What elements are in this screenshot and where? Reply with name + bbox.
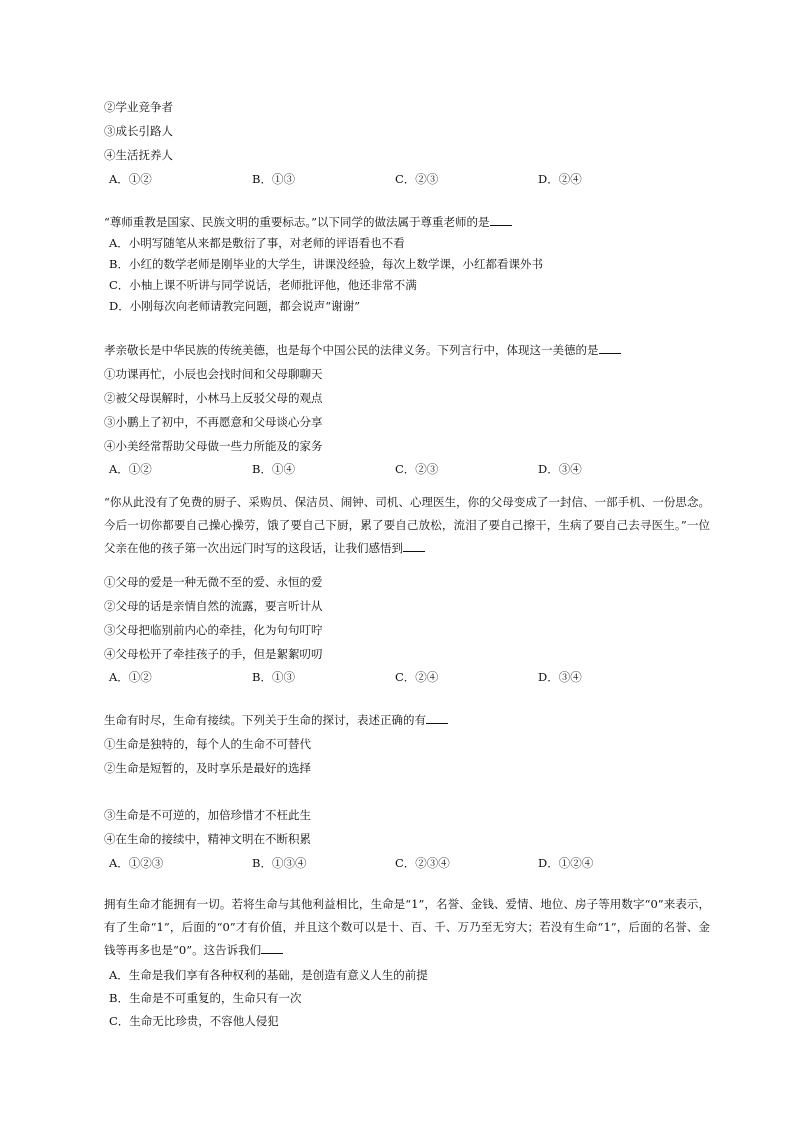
statement-item: ③生命是不可逆的，加倍珍惜才不枉此生	[104, 808, 311, 822]
answer-option-c[interactable]: C．②④	[395, 670, 439, 684]
question-stem: “尊师重教是国家、民族文明的重要标志。”以下同学的做法属于尊重老师的是	[104, 213, 512, 231]
answer-option-d[interactable]: D．小刚每次向老师请教完问题，都会说声“谢谢”	[109, 299, 360, 313]
answer-option-a[interactable]: A．①②	[109, 670, 152, 684]
answer-option-d[interactable]: D．②④	[538, 172, 582, 186]
statement-item: ②父母的话是亲情自然的流露，要言听计从	[104, 599, 323, 613]
answer-option-b[interactable]: B．①③④	[252, 856, 307, 870]
statement-item: ③成长引路人	[104, 124, 173, 138]
answer-option-d[interactable]: D．①②④	[538, 856, 594, 870]
question-stem: “你从此没有了免费的厨子、采购员、保洁员、闹钟、司机、心理医生，你的父母变成了一封信、一部手机、一份思念。今后一切你都要自己操心操劳，饿了要自己下厨，累了要自己放松，流泪了要自己擦干，生病了要自己去寻医生。”一位父亲在他的孩子第一次出远门时写的这段话，让我们感悟到	[104, 495, 710, 555]
answer-blank	[490, 213, 512, 226]
statement-item: ②学业竞争者	[104, 100, 173, 114]
statement-item: ①功课再忙，小辰也会找时间和父母聊聊天	[104, 367, 323, 381]
answer-option-d[interactable]: D．③④	[538, 670, 582, 684]
answer-option-c[interactable]: C．②③	[395, 172, 439, 186]
answer-option-b[interactable]: B．①③	[252, 172, 295, 186]
question-stem: 拥有生命才能拥有一切。若将生命与其他利益相比，生命是“1”，名誉、金钱、爱情、地位、房子等用数字“0”来表示，有了生命“1”，后面的“0”才有价值，并且这个数可以是十、百、千、万乃至无穷大；若没有生命“1”，后面的名誉、金钱等再多也是“0”。这告诉我们	[104, 897, 710, 957]
statement-item: ②被父母误解时，小林马上反驳父母的观点	[104, 391, 323, 405]
statement-item: ③小鹏上了初中，不再愿意和父母谈心分享	[104, 415, 323, 429]
answer-option-c[interactable]: C．小柚上课不听讲与同学说话，老师批评他，他还非常不满	[109, 278, 417, 292]
answer-blank	[426, 711, 448, 724]
answer-option-c[interactable]: C．②③	[395, 462, 439, 476]
question-stem: 孝亲敬长是中华民族的传统美德，也是每个中国公民的法律义务。下列言行中，体现这一美德的是	[104, 341, 621, 359]
answer-option-a[interactable]: A．①②③	[109, 856, 164, 870]
answer-option-a[interactable]: A．小明写随笔从来都是敷衍了事，对老师的评语看也不看	[109, 236, 405, 250]
answer-option-a[interactable]: A．①②	[109, 172, 152, 186]
statement-item: ④小美经常帮助父母做一些力所能及的家务	[104, 439, 323, 453]
statement-item: ③父母把临别前内心的牵挂，化为句句叮咛	[104, 623, 323, 637]
answer-blank	[403, 539, 425, 552]
statement-item: ④生活抚养人	[104, 148, 173, 162]
answer-option-b[interactable]: B．①④	[252, 462, 295, 476]
answer-option-d[interactable]: D．③④	[538, 462, 582, 476]
statement-item: ④父母松开了牵挂孩子的手，但是絮絮叨叨	[104, 647, 323, 661]
answer-option-b[interactable]: B．①③	[252, 670, 295, 684]
question-stem: 生命有时尽，生命有接续。下列关于生命的探讨，表述正确的有	[104, 711, 448, 729]
answer-option-b[interactable]: B．小红的数学老师是刚毕业的大学生，讲课没经验，每次上数学课，小红都看课外书	[109, 257, 543, 271]
statement-item: ①生命是独特的，每个人的生命不可替代	[104, 737, 311, 751]
statement-item: ②生命是短暂的，及时享乐是最好的选择	[104, 761, 311, 775]
answer-option-a[interactable]: A．生命是我们享有各种权利的基础，是创造有意义人生的前提	[109, 968, 428, 982]
statement-item: ①父母的爱是一种无微不至的爱、永恒的爱	[104, 575, 323, 589]
answer-option-c[interactable]: C．生命无比珍贵，不容他人侵犯	[109, 1014, 279, 1028]
answer-option-a[interactable]: A．①②	[109, 462, 152, 476]
answer-option-c[interactable]: C．②③④	[395, 856, 450, 870]
answer-blank	[599, 341, 621, 354]
statement-item: ④在生命的接续中，精神文明在不断积累	[104, 832, 311, 846]
answer-blank	[261, 941, 283, 954]
answer-option-b[interactable]: B．生命是不可重复的，生命只有一次	[109, 991, 302, 1005]
